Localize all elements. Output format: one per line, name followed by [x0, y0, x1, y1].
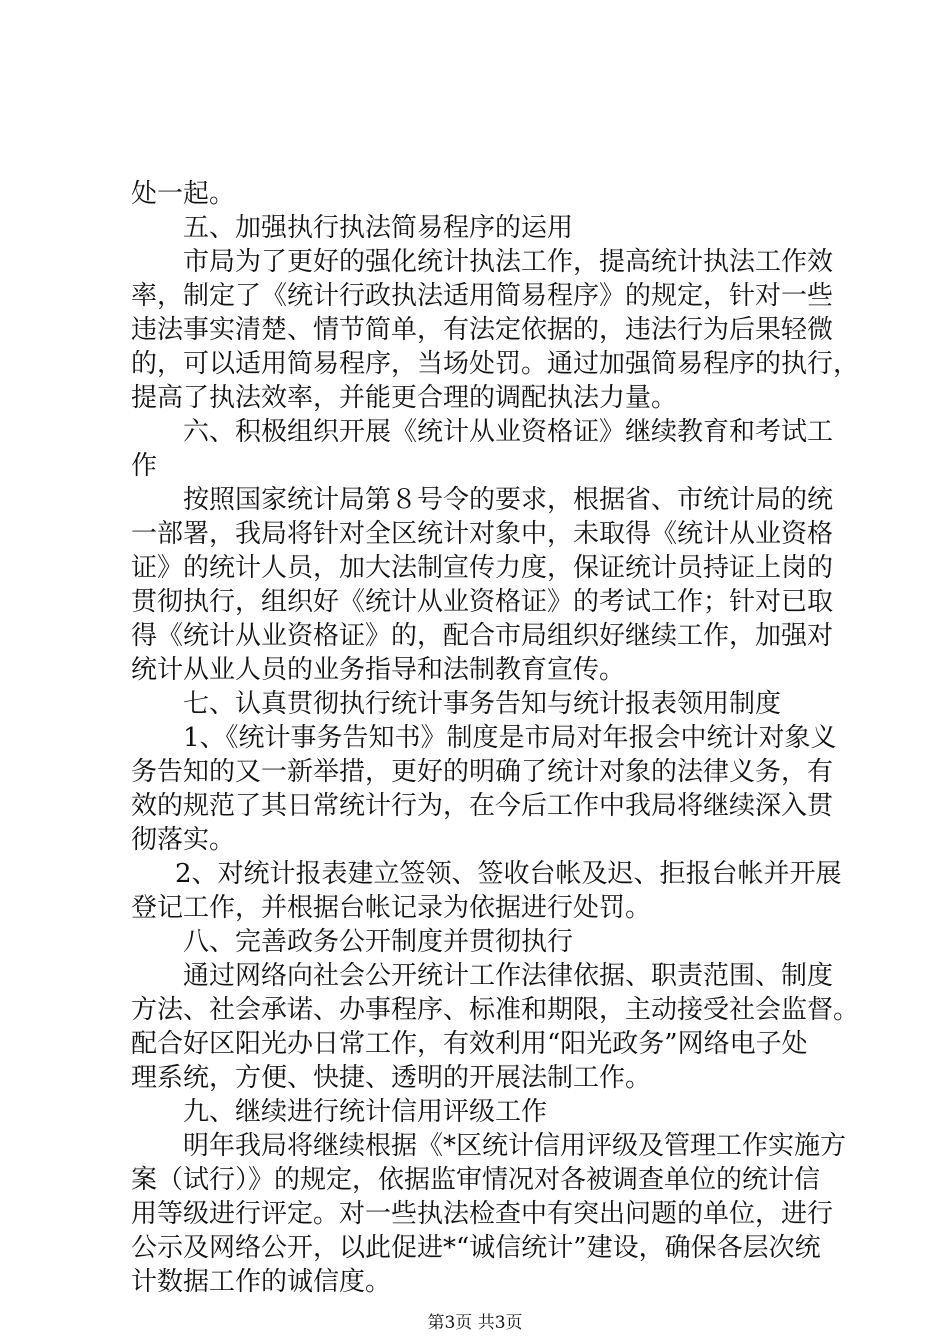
text-line: 统计从业人员的业务指导和法制教育宣传。	[131, 655, 626, 685]
text-line: 证》的统计人员，加大法制宣传力度，保证统计员持证上岗的	[131, 553, 834, 583]
section-heading: 六、积极组织开展《统计从业资格证》继续教育和考试工	[183, 417, 834, 447]
text-line: 2、对统计报表建立签领、签收台帐及迟、拒报台帐并开展	[175, 859, 842, 889]
section-heading: 八、完善政务公开制度并贯彻执行	[183, 927, 574, 957]
section-heading: 五、加强执行执法简易程序的运用	[183, 213, 574, 243]
text-line: 理系统，方便、快捷、透明的开展法制工作。	[131, 1063, 652, 1093]
text-line: 处一起。	[131, 179, 236, 209]
text-line: 效的规范了其日常统计行为，在今后工作中我局将继续深入贯	[131, 791, 834, 821]
text-line: 务告知的又一新举措，更好的明确了统计对象的法律义务，有	[131, 757, 834, 787]
text-line: 违法事实清楚、情节简单，有法定依据的，违法行为后果轻微	[131, 315, 834, 345]
text-line: 公示及网络公开，以此促进*“诚信统计”建设，确保各层次统	[131, 1233, 821, 1263]
text-line: 提高了执法效率，并能更合理的调配执法力量。	[131, 383, 678, 413]
text-line: 得《统计从业资格证》的，配合市局组织好继续工作，加强对	[131, 621, 834, 651]
text-line: 按照国家统计局第８号令的要求，根据省、市统计局的统	[183, 485, 834, 515]
text-line: 明年我局将继续根据《*区统计信用评级及管理工作实施方	[183, 1131, 847, 1161]
text-line: 一部署，我局将针对全区统计对象中，未取得《统计从业资格	[131, 519, 834, 549]
text-line: 登记工作，并根据台帐记录为依据进行处罚。	[131, 893, 652, 923]
text-line: 贯彻执行，组织好《统计从业资格证》的考试工作；针对已取	[131, 587, 834, 617]
text-line: 率，制定了《统计行政执法适用简易程序》的规定，针对一些	[131, 281, 834, 311]
text-line: 方法、社会承诺、办事程序、标准和期限，主动接受社会监督。	[131, 995, 860, 1025]
section-heading: 七、认真贯彻执行统计事务告知与统计报表领用制度	[183, 689, 782, 719]
text-line: 1、《统计事务告知书》制度是市局对年报会中统计对象义	[183, 723, 837, 753]
text-line: 通过网络向社会公开统计工作法律依据、职责范围、制度	[183, 961, 834, 991]
section-heading: 九、继续进行统计信用评级工作	[183, 1097, 548, 1127]
text-line: 配合好区阳光办日常工作，有效利用“阳光政务”网络电子处	[131, 1029, 808, 1059]
text-line: 案（试行）》的规定，依据监审情况对各被调查单位的统计信	[131, 1165, 821, 1195]
page-number-footer: 第3页 共3页	[427, 1313, 523, 1333]
text-line: 市局为了更好的强化统计执法工作，提高统计执法工作效	[183, 247, 834, 277]
text-line: 用等级进行评定。对一些执法检查中有突出问题的单位，进行	[131, 1199, 834, 1229]
text-line: 计数据工作的诚信度。	[131, 1267, 392, 1297]
text-line: 作	[131, 451, 158, 481]
text-line: 的，可以适用简易程序，当场处罚。通过加强简易程序的执行，	[131, 349, 860, 379]
text-line: 彻落实。	[131, 825, 236, 855]
